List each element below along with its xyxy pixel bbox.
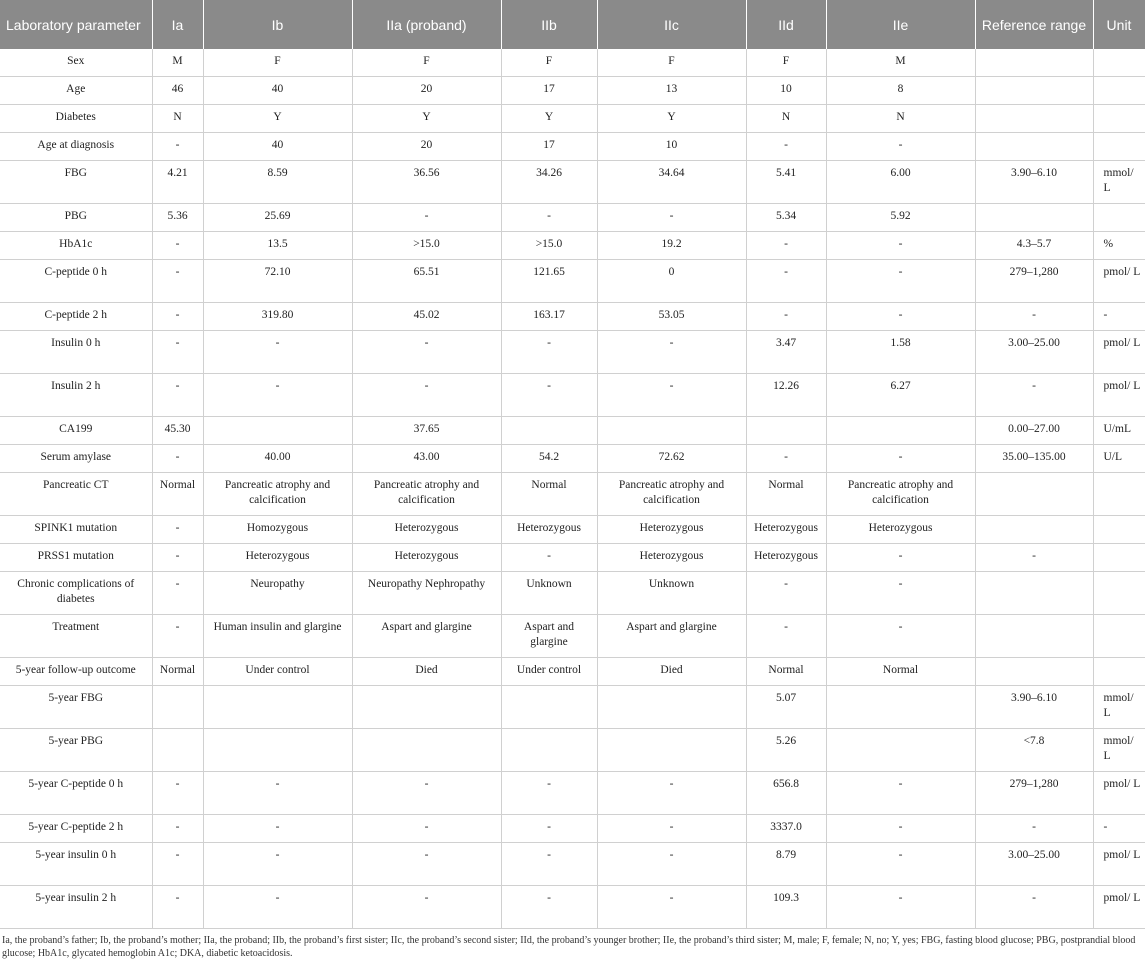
table-footnote: Ia, the proband’s father; Ib, the proband’s mother; IIa, the proband; IIb, the proband’s first sister; IIc, the proband’s second sister; IId, the proband’s younger brother; IIe, the proband’s third sister; M, male; F, female; N, no; Y, yes; FBG, fasting blood glucose; PBG, postprandial blood glucose; HbA1c, glycated hemoglobin A1c; DKA, diabetic ketoacidosis. (2, 935, 1136, 959)
table-cell: - (501, 544, 597, 572)
table-cell: 0 (597, 260, 746, 303)
table-cell: 121.65 (501, 260, 597, 303)
table-cell: - (352, 374, 501, 417)
table-cell (975, 572, 1093, 615)
table-cell: 13.5 (203, 232, 352, 260)
table-cell: N (826, 105, 975, 133)
table-cell: >15.0 (352, 232, 501, 260)
row-label-cell: Pancreatic CT (0, 473, 152, 516)
table-cell: 109.3 (746, 886, 826, 929)
table-cell: - (152, 843, 203, 886)
table-cell (1093, 105, 1145, 133)
table-cell: - (501, 772, 597, 815)
table-cell: 279–1,280 (975, 772, 1093, 815)
table-cell: - (597, 772, 746, 815)
table-cell: - (826, 133, 975, 161)
table-cell: >15.0 (501, 232, 597, 260)
table-cell: Neuropathy (203, 572, 352, 615)
table-cell: - (826, 232, 975, 260)
table-row (0, 161, 1145, 204)
table-cell: 17 (501, 133, 597, 161)
table-cell: M (152, 49, 203, 77)
table-cell: Pancreatic atrophy and calcification (352, 473, 501, 516)
table-cell: - (152, 772, 203, 815)
table-row (0, 417, 1145, 445)
table-cell: 72.62 (597, 445, 746, 473)
table-row (0, 77, 1145, 105)
table-cell: pmol/ L (1093, 331, 1145, 374)
table-cell: 34.26 (501, 161, 597, 204)
table-cell: Died (352, 658, 501, 686)
table-cell: - (352, 331, 501, 374)
table-cell: Heterozygous (501, 516, 597, 544)
header-row (0, 0, 1145, 49)
table-cell: 19.2 (597, 232, 746, 260)
table-cell (975, 133, 1093, 161)
table-cell: - (203, 374, 352, 417)
row-label-cell: C-peptide 2 h (0, 303, 152, 331)
table-cell (597, 729, 746, 772)
row-label-cell: CA199 (0, 417, 152, 445)
table-cell: Heterozygous (746, 516, 826, 544)
table-cell (203, 417, 352, 445)
table-cell: F (203, 49, 352, 77)
table-cell: <7.8 (975, 729, 1093, 772)
table-cell: 12.26 (746, 374, 826, 417)
table-cell (501, 729, 597, 772)
table-row (0, 331, 1145, 374)
table-cell: - (152, 544, 203, 572)
table-cell: - (501, 886, 597, 929)
table-cell (826, 686, 975, 729)
table-cell: 13 (597, 77, 746, 105)
table-cell: 25.69 (203, 204, 352, 232)
table-cell: - (826, 303, 975, 331)
table-cell (975, 77, 1093, 105)
table-cell: Y (501, 105, 597, 133)
table-cell: % (1093, 232, 1145, 260)
row-label-cell: 5-year FBG (0, 686, 152, 729)
table-row (0, 260, 1145, 303)
table-cell: 65.51 (352, 260, 501, 303)
table-cell: - (203, 815, 352, 843)
table-cell (975, 105, 1093, 133)
table-cell: - (975, 886, 1093, 929)
table-cell (501, 417, 597, 445)
table-cell: - (501, 331, 597, 374)
table-cell: 45.02 (352, 303, 501, 331)
table-cell: Normal (152, 658, 203, 686)
header-cell: IIb (501, 0, 597, 49)
table-row (0, 544, 1145, 572)
table-cell: mmol/ L (1093, 161, 1145, 204)
table-cell: - (203, 886, 352, 929)
table-cell (352, 729, 501, 772)
table-cell: 3.00–25.00 (975, 843, 1093, 886)
table-cell: 37.65 (352, 417, 501, 445)
table-cell: - (203, 772, 352, 815)
table-cell: - (826, 815, 975, 843)
table-cell: 40 (203, 133, 352, 161)
table-cell: 5.92 (826, 204, 975, 232)
table-cell: 5.26 (746, 729, 826, 772)
row-label-cell: Serum amylase (0, 445, 152, 473)
table-cell: - (746, 232, 826, 260)
table-cell: - (597, 843, 746, 886)
table-row (0, 516, 1145, 544)
table-cell: - (975, 544, 1093, 572)
table-cell: - (203, 331, 352, 374)
header-cell: IIe (826, 0, 975, 49)
table-cell: - (352, 815, 501, 843)
table-cell: - (746, 260, 826, 303)
table-cell: Pancreatic atrophy and calcification (826, 473, 975, 516)
table-row (0, 204, 1145, 232)
table-cell: pmol/ L (1093, 843, 1145, 886)
table-cell: 8 (826, 77, 975, 105)
table-cell (975, 516, 1093, 544)
table-cell: 3.90–6.10 (975, 686, 1093, 729)
table-cell: - (203, 843, 352, 886)
table-cell (975, 615, 1093, 658)
table-cell: N (746, 105, 826, 133)
table-cell: - (975, 303, 1093, 331)
header-cell: Laboratory parameter (0, 0, 152, 49)
table-cell (352, 686, 501, 729)
table-cell: 17 (501, 77, 597, 105)
table-cell: 40 (203, 77, 352, 105)
table-cell: - (352, 886, 501, 929)
table-cell: - (1093, 815, 1145, 843)
table-cell (1093, 77, 1145, 105)
table-cell (975, 658, 1093, 686)
table-cell: - (152, 886, 203, 929)
row-label-cell: 5-year follow-up outcome (0, 658, 152, 686)
table-cell: pmol/ L (1093, 374, 1145, 417)
row-label-cell: Insulin 2 h (0, 374, 152, 417)
row-label-cell: 5-year C-peptide 2 h (0, 815, 152, 843)
table-cell (203, 686, 352, 729)
table-cell: Normal (152, 473, 203, 516)
table-cell: 54.2 (501, 445, 597, 473)
table-cell: - (975, 815, 1093, 843)
table-cell: 163.17 (501, 303, 597, 331)
table-cell: - (975, 374, 1093, 417)
table-cell: - (152, 815, 203, 843)
table-cell: Neuropathy Nephropathy (352, 572, 501, 615)
header-cell: Reference range (975, 0, 1093, 49)
table-cell (975, 473, 1093, 516)
table-cell: 4.3–5.7 (975, 232, 1093, 260)
table-cell: 5.34 (746, 204, 826, 232)
table-cell: 1.58 (826, 331, 975, 374)
table-cell: 45.30 (152, 417, 203, 445)
table-cell: Under control (501, 658, 597, 686)
table-cell: pmol/ L (1093, 772, 1145, 815)
table-cell: - (746, 445, 826, 473)
row-label-cell: PRSS1 mutation (0, 544, 152, 572)
table-cell: Pancreatic atrophy and calcification (203, 473, 352, 516)
table-cell: - (501, 204, 597, 232)
table-cell: pmol/ L (1093, 260, 1145, 303)
table-cell: - (826, 843, 975, 886)
row-label-cell: HbA1c (0, 232, 152, 260)
table-cell: - (352, 204, 501, 232)
table-cell: 5.36 (152, 204, 203, 232)
table-cell (1093, 473, 1145, 516)
table-cell: - (152, 260, 203, 303)
table-cell (152, 686, 203, 729)
table-cell: - (746, 133, 826, 161)
table-cell: Heterozygous (352, 544, 501, 572)
table-cell: - (826, 260, 975, 303)
table-cell: - (152, 516, 203, 544)
table-cell: - (746, 572, 826, 615)
header-cell: Ia (152, 0, 203, 49)
table-cell: 8.79 (746, 843, 826, 886)
row-label-cell: Chronic complications of diabetes (0, 572, 152, 615)
table-cell: 656.8 (746, 772, 826, 815)
table-cell (597, 686, 746, 729)
table-cell: Y (203, 105, 352, 133)
table-cell: 10 (746, 77, 826, 105)
table-cell: 34.64 (597, 161, 746, 204)
table-cell: - (597, 815, 746, 843)
header-cell: IIc (597, 0, 746, 49)
table-cell: 279–1,280 (975, 260, 1093, 303)
table-cell (501, 686, 597, 729)
row-label-cell: Insulin 0 h (0, 331, 152, 374)
table-cell: - (597, 374, 746, 417)
table-cell: Heterozygous (746, 544, 826, 572)
table-cell: 4.21 (152, 161, 203, 204)
table-cell (1093, 658, 1145, 686)
table-cell: 43.00 (352, 445, 501, 473)
table-cell: Normal (501, 473, 597, 516)
table-cell: Pancreatic atrophy and calcification (597, 473, 746, 516)
table-cell: 36.56 (352, 161, 501, 204)
row-label-cell: Diabetes (0, 105, 152, 133)
table-cell: Normal (746, 473, 826, 516)
table-row (0, 886, 1145, 929)
table-cell: - (152, 232, 203, 260)
table-cell: Aspart and glargine (352, 615, 501, 658)
table-cell: - (501, 815, 597, 843)
header-cell: Ib (203, 0, 352, 49)
table-row (0, 473, 1145, 516)
row-label-cell: Sex (0, 49, 152, 77)
header-cell: IId (746, 0, 826, 49)
table-cell (975, 49, 1093, 77)
table-cell: - (501, 374, 597, 417)
table-cell: - (501, 843, 597, 886)
table-cell: 6.00 (826, 161, 975, 204)
table-cell: - (352, 772, 501, 815)
header-cell: IIa (proband) (352, 0, 501, 49)
table-cell: - (826, 572, 975, 615)
table-row (0, 615, 1145, 658)
table-row (0, 772, 1145, 815)
table-cell: U/mL (1093, 417, 1145, 445)
table-cell (1093, 49, 1145, 77)
table-cell: N (152, 105, 203, 133)
table-cell (826, 417, 975, 445)
table-cell: 40.00 (203, 445, 352, 473)
table-cell: Heterozygous (826, 516, 975, 544)
table-row (0, 303, 1145, 331)
table-row (0, 232, 1145, 260)
table-cell: F (746, 49, 826, 77)
table-cell (203, 729, 352, 772)
table-body (0, 49, 1145, 929)
table-cell (1093, 204, 1145, 232)
table-cell (826, 729, 975, 772)
row-label-cell: Age at diagnosis (0, 133, 152, 161)
table-cell: - (826, 615, 975, 658)
table-cell: - (152, 445, 203, 473)
table-cell: F (597, 49, 746, 77)
table-cell: - (826, 445, 975, 473)
table-row (0, 49, 1145, 77)
table-cell: - (352, 843, 501, 886)
table-row (0, 686, 1145, 729)
table-cell: - (152, 374, 203, 417)
table-cell: - (152, 331, 203, 374)
row-label-cell: 5-year C-peptide 0 h (0, 772, 152, 815)
row-label-cell: C-peptide 0 h (0, 260, 152, 303)
header-cell: Unit (1093, 0, 1145, 49)
table-cell: Died (597, 658, 746, 686)
table-cell: 5.07 (746, 686, 826, 729)
table-cell: Unknown (597, 572, 746, 615)
table-row (0, 658, 1145, 686)
table-cell: - (1093, 303, 1145, 331)
table-cell: 319.80 (203, 303, 352, 331)
row-label-cell: 5-year PBG (0, 729, 152, 772)
table-row (0, 729, 1145, 772)
table-cell: Heterozygous (203, 544, 352, 572)
table-cell (1093, 133, 1145, 161)
table-cell: 35.00–135.00 (975, 445, 1093, 473)
table-cell (1093, 572, 1145, 615)
table-cell (975, 204, 1093, 232)
table-row (0, 374, 1145, 417)
table-cell: M (826, 49, 975, 77)
row-label-cell: 5-year insulin 0 h (0, 843, 152, 886)
table-cell: - (746, 303, 826, 331)
table-cell: 3.47 (746, 331, 826, 374)
table-cell: 20 (352, 77, 501, 105)
table-cell: Y (597, 105, 746, 133)
table-cell: Under control (203, 658, 352, 686)
table-cell: F (352, 49, 501, 77)
table-cell: Normal (826, 658, 975, 686)
table-cell: U/L (1093, 445, 1145, 473)
table-cell (1093, 544, 1145, 572)
table-cell: pmol/ L (1093, 886, 1145, 929)
table-row (0, 572, 1145, 615)
table-cell: 3.00–25.00 (975, 331, 1093, 374)
table-row (0, 105, 1145, 133)
table-cell: 46 (152, 77, 203, 105)
row-label-cell: PBG (0, 204, 152, 232)
table-cell: 3337.0 (746, 815, 826, 843)
row-label-cell: SPINK1 mutation (0, 516, 152, 544)
table-cell: Heterozygous (597, 516, 746, 544)
table-cell: 8.59 (203, 161, 352, 204)
table-cell (152, 729, 203, 772)
table-cell: - (152, 572, 203, 615)
table-cell: - (597, 331, 746, 374)
table-cell: Aspart and glargine (597, 615, 746, 658)
table-cell: 5.41 (746, 161, 826, 204)
table-cell: 20 (352, 133, 501, 161)
table-cell: F (501, 49, 597, 77)
table-cell: Normal (746, 658, 826, 686)
row-label-cell: Age (0, 77, 152, 105)
table-cell: Unknown (501, 572, 597, 615)
table-row (0, 815, 1145, 843)
table-cell: 6.27 (826, 374, 975, 417)
row-label-cell: Treatment (0, 615, 152, 658)
table-cell: Aspart and glargine (501, 615, 597, 658)
table-cell: - (746, 615, 826, 658)
table-cell: - (152, 303, 203, 331)
table-cell: 10 (597, 133, 746, 161)
table-row (0, 843, 1145, 886)
table-cell: Heterozygous (352, 516, 501, 544)
table-cell: mmol/ L (1093, 729, 1145, 772)
table-cell: - (597, 886, 746, 929)
table-cell: - (826, 544, 975, 572)
row-label-cell: FBG (0, 161, 152, 204)
table-cell: Heterozygous (597, 544, 746, 572)
table-row (0, 445, 1145, 473)
table-cell: - (152, 133, 203, 161)
table-cell (597, 417, 746, 445)
table-cell: - (826, 886, 975, 929)
table-cell: Homozygous (203, 516, 352, 544)
table-cell (746, 417, 826, 445)
table-cell: 72.10 (203, 260, 352, 303)
table-cell: - (597, 204, 746, 232)
table-cell: - (152, 615, 203, 658)
table-row (0, 133, 1145, 161)
table-cell: Y (352, 105, 501, 133)
table-cell: 53.05 (597, 303, 746, 331)
table-cell: 0.00–27.00 (975, 417, 1093, 445)
table-cell: 3.90–6.10 (975, 161, 1093, 204)
row-label-cell: 5-year insulin 2 h (0, 886, 152, 929)
table-cell: - (826, 772, 975, 815)
table-cell (1093, 516, 1145, 544)
table-cell: mmol/ L (1093, 686, 1145, 729)
table-cell (1093, 615, 1145, 658)
table-cell: Human insulin and glargine (203, 615, 352, 658)
